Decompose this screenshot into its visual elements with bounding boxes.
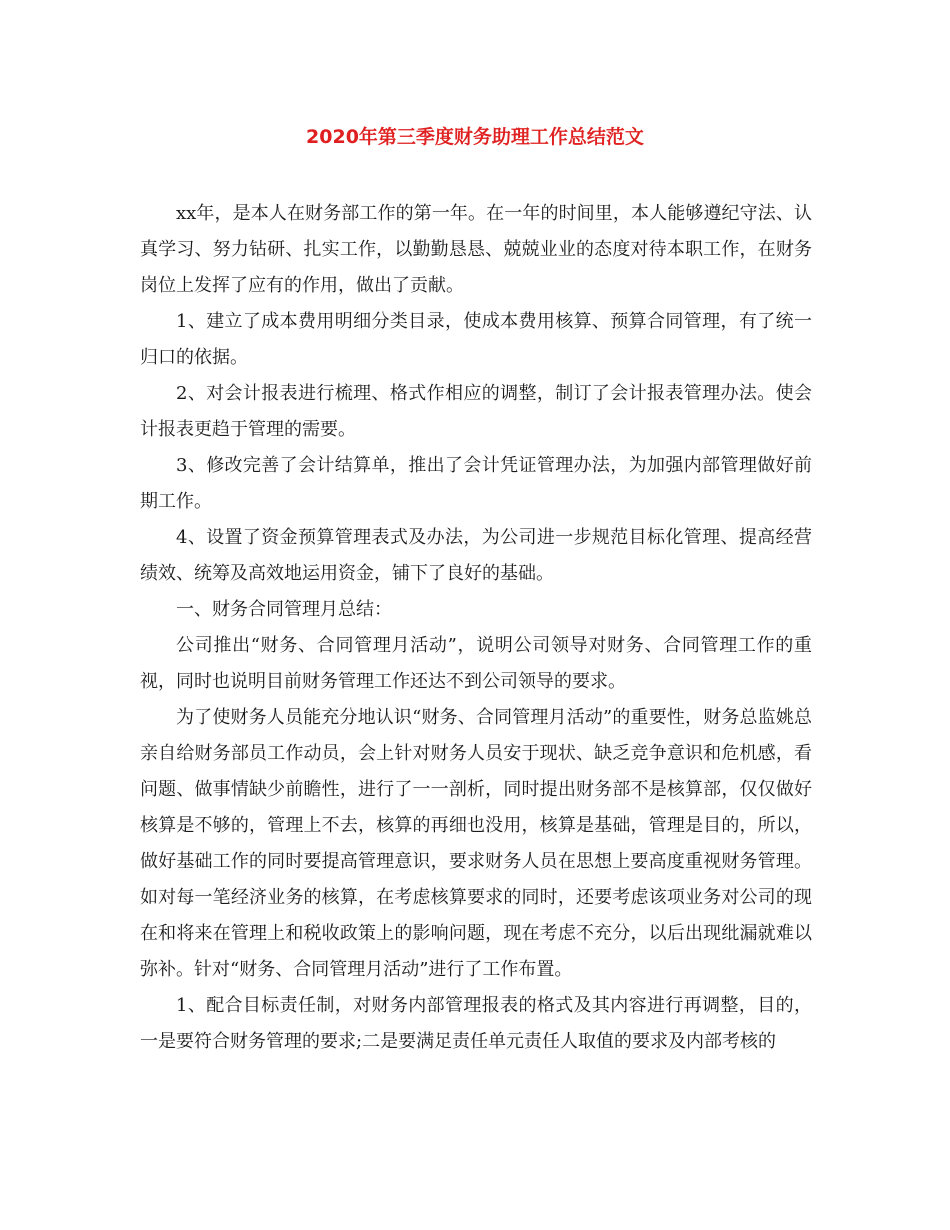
document-title: 2020年第三季度财务助理工作总结范文 (306, 126, 644, 148)
paragraph-activity: 公司推出“财务、合同管理月活动”，说明公司领导对财务、合同管理工作的重视，同时也说明目前财务管理工作还达不到公司领导的要求。 (140, 635, 812, 692)
paragraph-mobilization: 为了使财务人员能充分地认识“财务、合同管理月活动”的重要性，财务总监姚总亲自给财务部员工作动员，会上针对财务人员安于现状、缺乏竞争意识和危机感，看问题、做事情缺少前瞻性，进行了一一剖析，同时提出财务部不是核算部，仅仅做好核算是不够的，管理上不去，核算的再细也没用，核算是基础，管理是目的，所以，做好基础工作的同时要提高管理意识，要求财务人员在思想上要高度重视财务管理。如对每一笔经济业务的核算，在考虑核算要求的同时，还要考虑该项业务对公司的现在和将来在管理上和税收政策上的影响问题，现在考虑不充分，以后出现纰漏就难以弥补。针对“财务、合同管理月活动”进行了工作布置。 (140, 707, 812, 980)
document-body (140, 196, 812, 1060)
paragraph-measure-1: 1、配合目标责任制，对财务内部管理报表的格式及其内容进行再调整，目的，一是要符合财务管理的要求;二是要满足责任单元责任人取值的要求及内部考核的 (140, 995, 812, 1052)
paragraph-intro: xx年，是本人在财务部工作的第一年。在一年的时间里，本人能够遵纪守法、认真学习、努力钻研、扎实工作，以勤勤恳恳、兢兢业业的态度对待本职工作，在财务岗位上发挥了应有的作用，做出了贡献。 (140, 203, 812, 296)
paragraph-item-1: 1、建立了成本费用明细分类目录，使成本费用核算、预算合同管理，有了统一归口的依据。 (140, 311, 812, 368)
paragraph-item-3: 3、修改完善了会计结算单，推出了会计凭证管理办法，为加强内部管理做好前期工作。 (140, 455, 812, 512)
paragraph-item-2: 2、对会计报表进行梳理、格式作相应的调整，制订了会计报表管理办法。使会计报表更趋于管理的需要。 (140, 383, 812, 440)
paragraph-item-4: 4、设置了资金预算管理表式及办法，为公司进一步规范目标化管理、提高经营绩效、统筹及高效地运用资金，铺下了良好的基础。 (140, 527, 812, 584)
section-heading: 一、财务合同管理月总结： (176, 599, 392, 620)
